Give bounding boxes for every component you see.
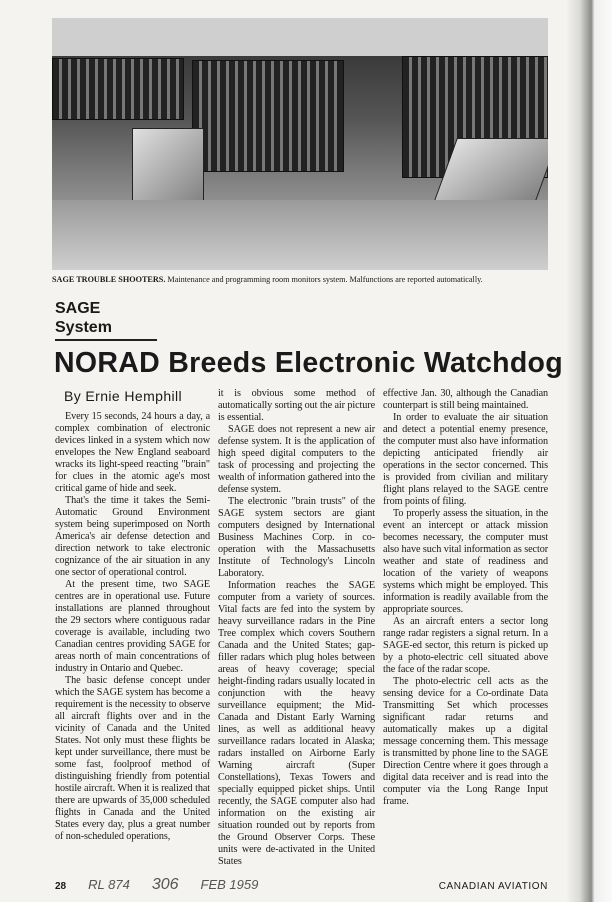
column-2 bbox=[218, 388, 375, 868]
column-1 bbox=[55, 388, 210, 843]
photo-caption bbox=[52, 275, 552, 285]
photo-sage-room bbox=[52, 18, 548, 270]
page-footer bbox=[55, 876, 548, 894]
paragraph: At the present time, two SAGE centres are in operational use. Future installations are planned throughout the 29 sectors where contiguous radar coverage is available, including two Canadian centres providing SAGE for areas north of main concentrations of industry in Ontario and Quebec. bbox=[55, 579, 210, 674]
paragraph: effective Jan. 30, although the Canadian counterpart is still being maintained. bbox=[383, 388, 548, 411]
paragraph: SAGE does not represent a new air defense system. It is the application of high speed digital computers to the task of processing and projecting the wealth of information gathered into the defense system. bbox=[218, 424, 375, 495]
paragraph: it is obvious some method of automatically sorting out the air picture is essential. bbox=[218, 388, 375, 423]
paragraph: Every 15 seconds, 24 hours a day, a complex combination of electronic devices linked in a system which now envelopes the New England seaboard wracks its light-speed reacting "brain" for clues in the atomic age's most critical game of hide and seek. bbox=[55, 411, 210, 494]
column-3 bbox=[383, 388, 548, 808]
section-kicker: SAGE System bbox=[55, 299, 157, 341]
paragraph: The photo-electric cell acts as the sensing device for a Co-ordinate Data Transmitting Set which processes significant radar returns and automatically makes up a digital message concerning them. This message is transmitted by phone line to the SAGE Direction Centre where it goes through a digital data receiver and is read into the computer via the Long Range Input frame. bbox=[383, 676, 548, 807]
paragraph: The basic defense concept under which the SAGE system has become a requirement is the necessity to observe all aircraft flights over and in the vicinity of Canada and the United States. Not only must these flights be kept under surveillance, there must be some fast, foolproof method of distinguishing friendly from potential hostile aircraft. When it is realized that there are upwards of 35,000 scheduled flights in Canada and the United States every day, plus a great number of non-scheduled operations, bbox=[55, 675, 210, 842]
headline: NORAD Breeds Electronic Watchdog bbox=[54, 347, 563, 379]
byline: By Ernie Hemphill bbox=[64, 388, 183, 404]
article-columns bbox=[55, 388, 552, 868]
handwritten-date: FEB 1959 bbox=[200, 877, 259, 892]
paragraph: To properly assess the situation, in the event an intercept or attack mission becomes necessary, the computer must also have such vital information as sector weather and state of readiness and location of the variety of weapons systems which might be employed. This information is readily available from the appropriate sources. bbox=[383, 508, 548, 615]
caption-text: Maintenance and programming room monitors system. Malfunctions are reported automatically. bbox=[165, 275, 483, 284]
paragraph: Information reaches the SAGE computer from a variety of sources. Vital facts are fed into the system by heavy surveillance radars in the Pine Tree complex which covers Southern Canada and the United States; gap-filler radars which plug holes between areas of heavy coverage; special height-finding radars usually located in conjunction with the heavy surveillance equipment; the Mid-Canada and Distant Early Warning lines, as well as additional heavy surveillance radars located in Alaska; radars installed on Airborne Early Warning aircraft (Super Constellations), Texas Towers and specially equipped picket ships. Until recently, the SAGE computer also had information on the existing air situation rounded out by reports from the Ground Observer Corps. These units were de-activated in the United States bbox=[218, 580, 375, 867]
paragraph: The electronic "brain trusts" of the SAGE system sectors are giant computers designed by International Business Machines Corp. in co-operation with the Massachusetts Institute of Technology's Lincoln Laboratory. bbox=[218, 496, 375, 579]
caption-title: SAGE TROUBLE SHOOTERS. bbox=[52, 275, 166, 284]
handwritten-note: 306 bbox=[151, 876, 179, 893]
paragraph: In order to evaluate the air situation and detect a potential enemy presence, the computer must also have information depicting anticipated friendly air operations in the sector concerned. This is provided from civilian and military flight plans relayed to the SAGE centre from points of filing. bbox=[383, 412, 548, 507]
page-binding-edge bbox=[566, 0, 612, 902]
page-number: 28 bbox=[55, 881, 67, 892]
paragraph: As an aircraft enters a sector long range radar registers a signal return. In a SAGE-ed sector, this return is picked up by a photo-electric cell situated above the face of the radar scope. bbox=[383, 616, 548, 675]
magazine-name: CANADIAN AVIATION bbox=[438, 881, 548, 892]
handwritten-note: RL 874 bbox=[88, 877, 130, 892]
paragraph: That's the time it takes the Semi-Automatic Ground Environment system being superimposed on North America's air defense detection and direction network to take electronic cognizance of the air situation in any one sector of operational control. bbox=[55, 495, 210, 578]
